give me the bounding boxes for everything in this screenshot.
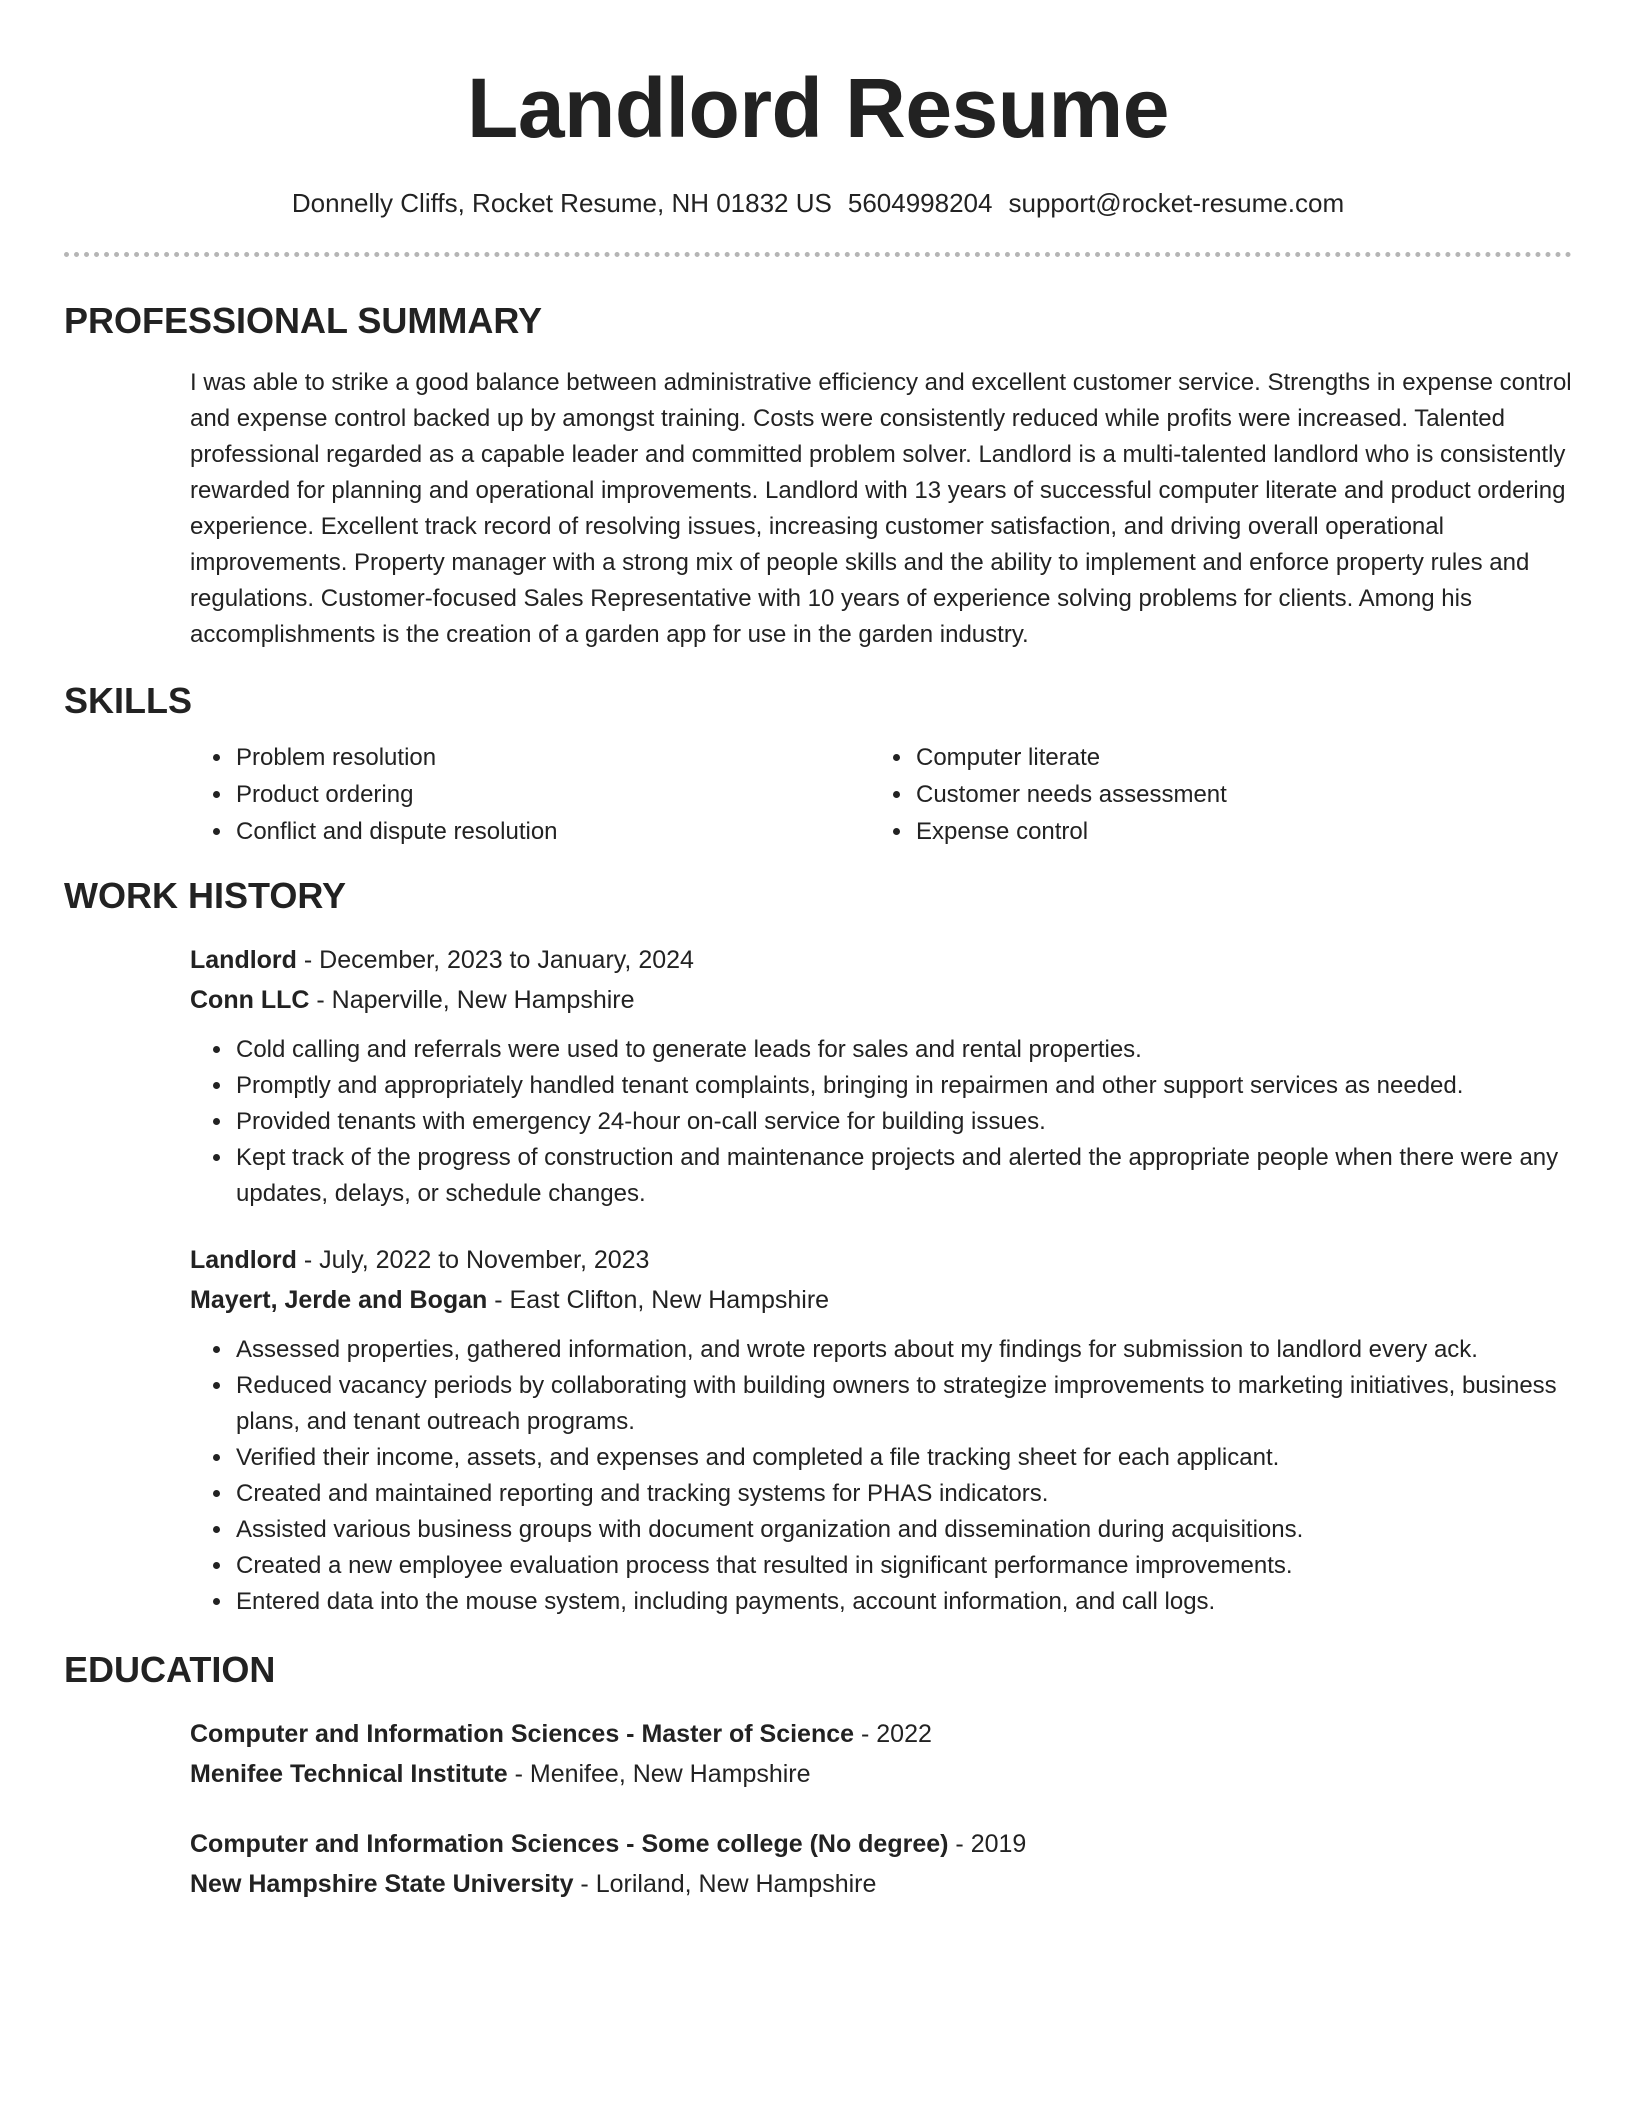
- work-heading: WORK HISTORY: [64, 875, 347, 916]
- education-degree-line: [190, 1714, 1572, 1754]
- education-location: - Loriland, New Hampshire: [573, 1870, 877, 1898]
- skills-column-left: [190, 739, 870, 850]
- summary-heading: PROFESSIONAL SUMMARY: [64, 300, 543, 341]
- education-heading: EDUCATION: [64, 1649, 276, 1690]
- job-dates: - December, 2023 to January, 2024: [296, 946, 694, 974]
- job-role: Landlord: [190, 1246, 297, 1274]
- job-bullet: • Promptly and appropriately handled tenant complaints, bringing in repairmen and other support services as needed.: [234, 1068, 1572, 1104]
- education-entry: [190, 1824, 1572, 1904]
- job-title-line: [190, 940, 1572, 980]
- job-bullet: • Kept track of the progress of construction and maintenance projects and alerted the appropriate people when there were any updates, delays, or schedule changes.: [234, 1140, 1572, 1212]
- job-location: - East Clifton, New Hampshire: [487, 1286, 830, 1314]
- education-location: - Menifee, New Hampshire: [507, 1760, 811, 1788]
- resume-page: [64, 0, 1572, 1904]
- job-bullet: • Created and maintained reporting and tracking systems for PHAS indicators.: [234, 1476, 1572, 1512]
- job-bullet: • Reduced vacancy periods by collaborating with building owners to strategize improvements to marketing initiatives, business plans, and tenant outreach programs.: [234, 1368, 1572, 1440]
- job-company: Mayert, Jerde and Bogan: [190, 1286, 488, 1314]
- education-degree: Computer and Information Sciences - Some college (No degree): [190, 1830, 949, 1858]
- header-divider: [64, 252, 1572, 257]
- job-company: Conn LLC: [190, 986, 310, 1014]
- skill-item: • Product ordering: [234, 776, 870, 813]
- skill-item: • Expense control: [914, 813, 1550, 850]
- job-dates: - July, 2022 to November, 2023: [296, 1246, 650, 1274]
- education-year: - 2022: [854, 1720, 932, 1748]
- job-bullets: [190, 1332, 1572, 1620]
- job-location: - Naperville, New Hampshire: [309, 986, 635, 1014]
- education-school-line: [190, 1754, 1572, 1794]
- job-bullet: • Verified their income, assets, and expenses and completed a file tracking sheet for each applicant.: [234, 1440, 1572, 1476]
- job-entry: [190, 1240, 1572, 1620]
- job-bullet: • Provided tenants with emergency 24-hour on-call service for building issues.: [234, 1104, 1572, 1140]
- education-school: New Hampshire State University: [190, 1870, 574, 1898]
- job-bullet: • Assisted various business groups with document organization and dissemination during acquisitions.: [234, 1512, 1572, 1548]
- contact-line: [64, 186, 1572, 220]
- summary-text: I was able to strike a good balance between administrative efficiency and excellent customer service. Strengths in expense control and expense control backed up by amongst training. Costs were consistently reduced while profits were increased. Talented professional regarded as a capable leader and committed problem solver. Landlord is a multi-talented landlord who is consistently rewarded for planning and operational improvements. Landlord with 13 years of successful computer literate and product ordering experience. Excellent track record of resolving issues, increasing customer satisfaction, and driving overall operational improvements. Property manager with a strong mix of people skills and the ability to implement and enforce property rules and regulations. Customer-focused Sales Representative with 10 years of experience solving problems for clients. Among his accomplishments is the creation of a garden app for use in the garden industry.: [190, 369, 1572, 648]
- job-bullet: • Entered data into the mouse system, including payments, account information, and call logs.: [234, 1584, 1572, 1620]
- education-school-line: [190, 1864, 1572, 1904]
- address-text: Donnelly Cliffs, Rocket Resume, NH 01832 US: [291, 188, 832, 218]
- skills-list: [190, 739, 1572, 850]
- skill-item: • Customer needs assessment: [914, 776, 1550, 813]
- education-year: - 2019: [948, 1830, 1027, 1858]
- skills-column-right: [870, 739, 1550, 850]
- email-text: support@rocket-resume.com: [1008, 188, 1345, 218]
- job-bullet: • Assessed properties, gathered information, and wrote reports about my findings for submission to landlord every ack.: [234, 1332, 1572, 1368]
- resume-title: Landlord Resume: [467, 61, 1169, 155]
- skill-item: • Computer literate: [914, 739, 1550, 776]
- job-role: Landlord: [190, 946, 297, 974]
- job-bullet: • Created a new employee evaluation process that resulted in significant performance improvements.: [234, 1548, 1572, 1584]
- job-entry: [190, 940, 1572, 1212]
- job-title-line: [190, 1240, 1572, 1280]
- job-company-line: [190, 980, 1572, 1020]
- job-company-line: [190, 1280, 1572, 1320]
- education-degree: Computer and Information Sciences - Master of Science: [190, 1720, 855, 1748]
- job-bullet: • Cold calling and referrals were used to generate leads for sales and rental properties.: [234, 1032, 1572, 1068]
- job-bullets: [190, 1032, 1572, 1212]
- skill-item: • Problem resolution: [234, 739, 870, 776]
- phone-text: 5604998204: [847, 188, 993, 218]
- skill-item: • Conflict and dispute resolution: [234, 813, 870, 850]
- education-entry: [190, 1714, 1572, 1794]
- skills-heading: SKILLS: [64, 680, 193, 721]
- education-school: Menifee Technical Institute: [190, 1760, 508, 1788]
- education-degree-line: [190, 1824, 1572, 1864]
